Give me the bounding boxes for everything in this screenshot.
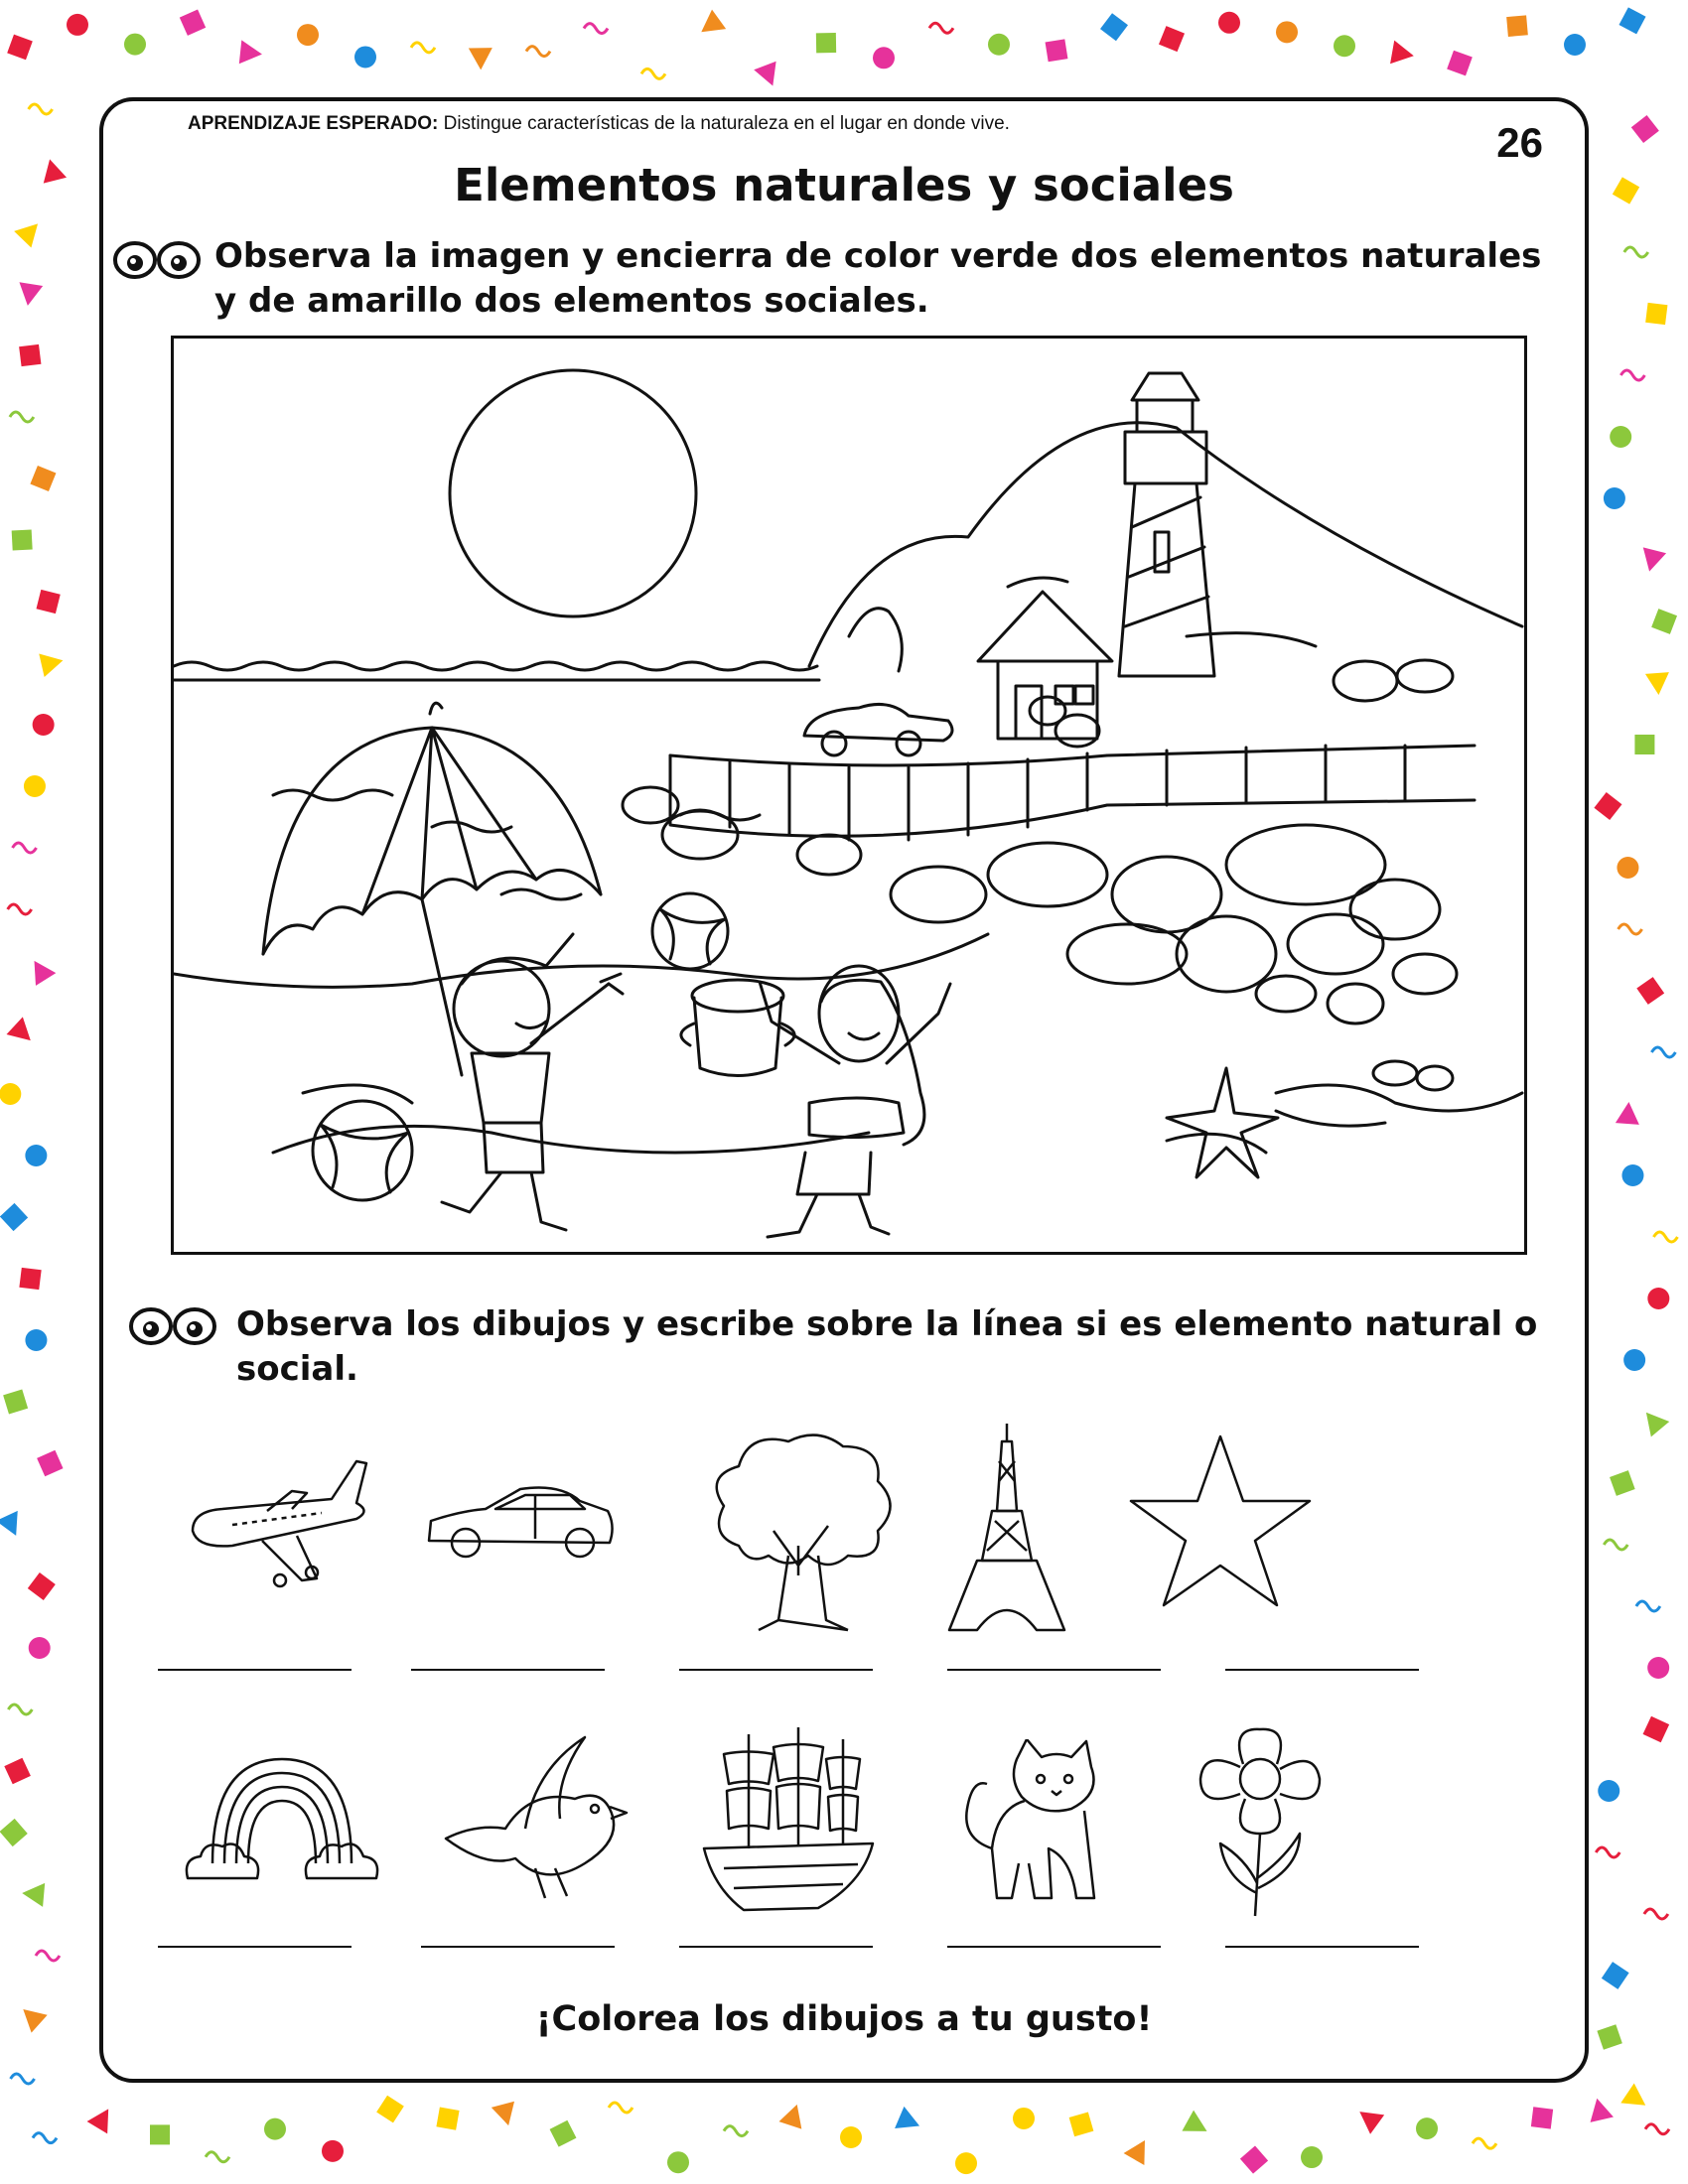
confetti-piece — [0, 1203, 28, 1231]
confetti-piece — [641, 68, 665, 78]
instruction-write-natural-social: Observa los dibujos y escribe sobre la línea si es elemento natural o social. — [236, 1304, 1538, 1389]
answer-line[interactable] — [947, 1946, 1161, 1948]
confetti-piece — [4, 1758, 31, 1785]
lighthouse-icon — [1119, 373, 1214, 676]
sailing-ship-icon — [689, 1719, 888, 1918]
confetti-piece — [1645, 672, 1670, 696]
confetti-piece — [436, 2108, 459, 2130]
confetti-piece — [1597, 2024, 1621, 2049]
confetti-piece — [354, 46, 376, 68]
confetti-piece — [29, 1637, 51, 1659]
confetti-piece — [1651, 609, 1677, 634]
airplane-icon — [173, 1441, 371, 1600]
confetti-piece — [1390, 41, 1416, 68]
confetti-piece — [39, 649, 66, 677]
confetti-piece — [1613, 177, 1639, 204]
confetti-piece — [3, 1390, 28, 1415]
confetti-piece — [1616, 1101, 1640, 1125]
sun-icon — [450, 370, 696, 616]
confetti-piece — [29, 104, 53, 114]
confetti-piece — [10, 412, 34, 422]
confetti-piece — [1610, 426, 1631, 448]
confetti-piece — [724, 2126, 748, 2136]
car-icon — [421, 1481, 620, 1570]
confetti-piece — [322, 2140, 344, 2162]
beach-umbrella-icon — [263, 703, 601, 1075]
confetti-piece — [1623, 1349, 1645, 1371]
confetti-piece — [8, 904, 32, 914]
confetti-piece — [150, 2124, 170, 2144]
answer-line[interactable] — [421, 1946, 615, 1948]
instruction-circle-elements: Observa la imagen y encierra de color verde dos elementos naturales y de amarillo dos elementos sociales. — [214, 236, 1542, 321]
confetti-piece — [1416, 2117, 1438, 2139]
answer-line[interactable] — [158, 1946, 352, 1948]
confetti-piece — [411, 43, 435, 53]
confetti-piece — [1564, 34, 1586, 56]
worksheet-page — [99, 97, 1589, 2083]
confetti-piece — [1624, 247, 1648, 257]
confetti-piece — [25, 1145, 47, 1166]
confetti-piece — [87, 2103, 119, 2133]
confetti-piece — [1447, 51, 1473, 76]
confetti-piece — [1643, 1716, 1670, 1743]
confetti-piece — [840, 2126, 862, 2148]
star-icon — [1126, 1432, 1315, 1610]
page-title: Elementos naturales y sociales — [454, 159, 1234, 211]
confetti-piece — [754, 62, 783, 90]
rainbow-icon — [183, 1749, 381, 1898]
confetti-piece — [1046, 39, 1068, 62]
confetti-piece — [1647, 1288, 1669, 1309]
confetti-piece — [1618, 7, 1645, 34]
starfish-icon — [1167, 1068, 1278, 1177]
confetti-piece — [895, 2107, 924, 2137]
eyes-icon — [113, 238, 205, 282]
answer-line[interactable] — [1225, 1946, 1419, 1948]
confetti-piece — [0, 1819, 28, 1846]
confetti-piece — [7, 1017, 39, 1049]
confetti-piece — [1621, 1164, 1643, 1186]
confetti-piece — [1645, 2124, 1669, 2134]
answer-line[interactable] — [947, 1669, 1161, 1671]
answer-line[interactable] — [158, 1669, 352, 1671]
confetti-piece — [12, 529, 33, 550]
confetti-piece — [264, 2118, 286, 2140]
confetti-piece — [1013, 2108, 1035, 2129]
confetti-piece — [1651, 1047, 1675, 1057]
confetti-piece — [1620, 370, 1644, 380]
confetti-piece — [19, 1268, 41, 1290]
confetti-piece — [469, 48, 492, 69]
confetti-piece — [24, 775, 46, 797]
confetti-piece — [609, 2103, 633, 2113]
confetti-piece — [1598, 1780, 1619, 1802]
objective-label: APRENDIZAJE ESPERADO: — [188, 113, 439, 134]
confetti-piece — [1644, 1909, 1668, 1919]
beach-ball-icon — [313, 893, 728, 1200]
confetti-piece — [297, 24, 319, 46]
confetti-piece — [7, 35, 33, 61]
tree-icon — [699, 1427, 908, 1635]
confetti-piece — [1631, 115, 1659, 143]
confetti-piece — [206, 2152, 229, 2162]
objective-text: Distingue características de la naturaleza en el lugar en donde vive. — [443, 113, 1010, 134]
bucket-icon — [681, 980, 794, 1076]
confetti-piece — [1182, 2111, 1212, 2142]
confetti-piece — [67, 14, 88, 36]
mountain-island-icon — [809, 423, 1522, 671]
confetti-piece — [14, 215, 47, 247]
confetti-piece — [1620, 2083, 1652, 2115]
learning-objective — [188, 113, 1010, 135]
confetti-piece — [376, 2096, 404, 2123]
answer-line[interactable] — [679, 1669, 873, 1671]
confetti-piece — [33, 714, 55, 736]
confetti-piece — [33, 2133, 57, 2143]
confetti-piece — [1596, 1847, 1619, 1857]
confetti-piece — [929, 23, 953, 33]
pier-wall-icon — [670, 746, 1475, 840]
confetti-piece — [667, 2151, 689, 2173]
confetti-piece — [124, 34, 146, 56]
confetti-piece — [16, 282, 43, 307]
flower-icon — [1186, 1719, 1335, 1918]
confetti-piece — [38, 156, 67, 183]
confetti-piece — [36, 1951, 60, 1961]
confetti-piece — [1653, 1232, 1677, 1242]
confetti-piece — [1531, 2107, 1553, 2128]
kitten-icon — [957, 1739, 1106, 1908]
confetti-piece — [1218, 12, 1240, 34]
confetti-piece — [873, 47, 895, 68]
confetti-piece — [1473, 2138, 1496, 2148]
answer-line[interactable] — [679, 1946, 873, 1948]
confetti-piece — [550, 2120, 577, 2147]
confetti-piece — [1594, 792, 1621, 820]
confetti-piece — [778, 2101, 808, 2128]
confetti-piece — [1240, 2145, 1268, 2173]
confetti-piece — [1636, 1601, 1660, 1611]
confetti-piece — [30, 466, 56, 491]
beach-scene-illustration — [171, 336, 1527, 1255]
confetti-piece — [21, 1881, 45, 1907]
confetti-piece — [1634, 735, 1654, 754]
confetti-piece — [180, 10, 206, 36]
confetti-piece — [1647, 1657, 1669, 1679]
confetti-piece — [1645, 303, 1667, 325]
answer-line[interactable] — [1225, 1669, 1419, 1671]
confetti-piece — [37, 590, 61, 614]
confetti-piece — [28, 1572, 56, 1600]
confetti-piece — [1352, 2102, 1384, 2133]
confetti-piece — [1334, 35, 1355, 57]
confetti-piece — [1100, 13, 1128, 41]
closing-message: ¡Colorea los dibujos a tu gusto! — [535, 1999, 1153, 2039]
confetti-piece — [492, 2102, 520, 2128]
confetti-piece — [1636, 977, 1664, 1005]
answer-line[interactable] — [411, 1669, 605, 1671]
confetti-piece — [816, 33, 836, 53]
confetti-piece — [1159, 26, 1185, 52]
rocks-icon — [623, 660, 1457, 1090]
confetti-piece — [1069, 2112, 1094, 2136]
confetti-piece — [0, 1511, 27, 1541]
girl-icon — [760, 966, 950, 1237]
confetti-piece — [15, 2000, 47, 2033]
confetti-piece — [1610, 1470, 1635, 1496]
confetti-piece — [8, 1705, 32, 1714]
confetti-piece — [1301, 2146, 1323, 2168]
house-icon — [978, 592, 1112, 739]
confetti-piece — [1617, 857, 1638, 879]
confetti-piece — [1124, 2134, 1156, 2165]
confetti-piece — [1618, 924, 1642, 934]
confetti-piece — [1637, 1405, 1670, 1436]
boy-icon — [442, 934, 623, 1230]
confetti-piece — [25, 1329, 47, 1351]
confetti-piece — [988, 34, 1010, 56]
confetti-piece — [1637, 547, 1666, 574]
confetti-piece — [19, 344, 41, 366]
confetti-piece — [13, 843, 37, 853]
confetti-piece — [1506, 15, 1528, 37]
bird-icon — [436, 1729, 634, 1908]
confetti-piece — [1604, 1540, 1627, 1550]
page-number: 26 — [1496, 119, 1543, 166]
eiffel-tower-icon — [937, 1422, 1076, 1640]
confetti-piece — [526, 47, 550, 57]
confetti-piece — [1604, 487, 1625, 509]
confetti-piece — [11, 2074, 35, 2084]
eyes-icon — [129, 1304, 220, 1348]
sea-icon — [174, 662, 819, 899]
confetti-piece — [1602, 1962, 1629, 1989]
confetti-piece — [1276, 21, 1298, 43]
confetti-piece — [955, 2152, 977, 2174]
confetti-piece — [0, 1083, 21, 1105]
confetti-piece — [239, 40, 263, 66]
confetti-piece — [1586, 2096, 1614, 2122]
toy-car-icon — [804, 704, 952, 755]
confetti-piece — [24, 954, 56, 985]
confetti-piece — [584, 24, 608, 34]
confetti-piece — [37, 1450, 63, 1476]
confetti-piece — [694, 10, 726, 42]
